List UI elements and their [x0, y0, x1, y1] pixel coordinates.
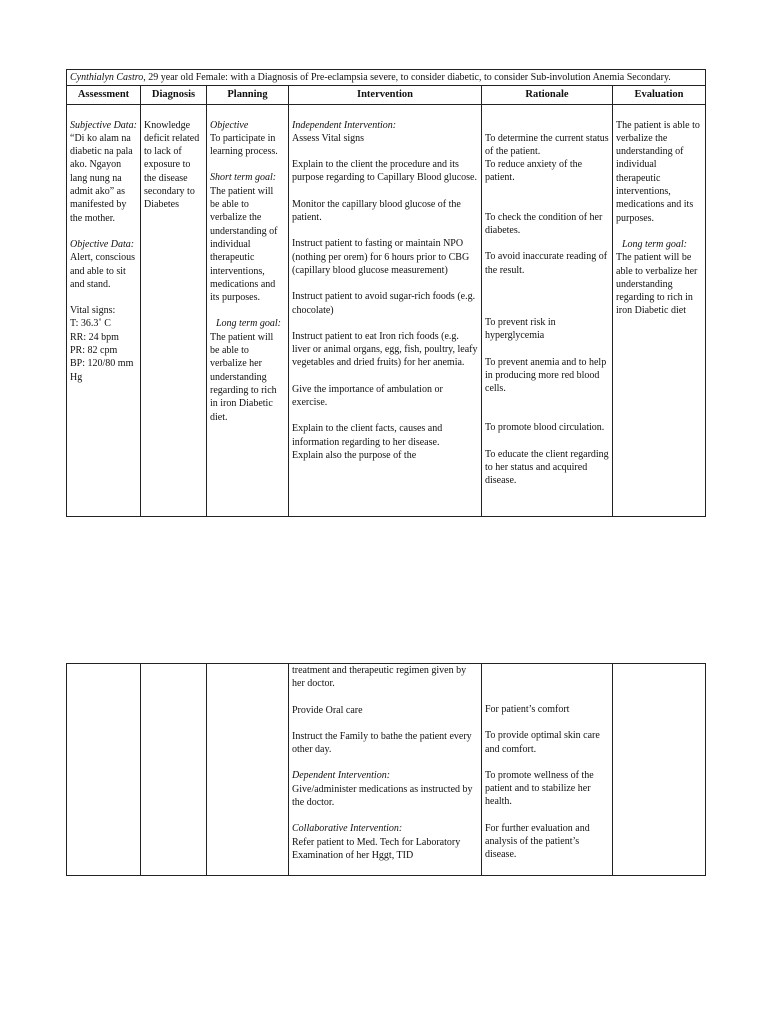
care-plan-continuation-row	[67, 664, 706, 876]
col-header-rationale: Rationale	[482, 86, 613, 104]
subjective-title: Subjective Data:	[70, 119, 137, 131]
evaluation-cell-cont	[613, 664, 706, 876]
dependent-intervention-1: Give/administer medications as instructed by the doctor.	[292, 783, 473, 809]
rationale-2: To check the condition of her diabetes.	[485, 211, 603, 237]
rationale-9: To provide optimal skin care and comfort.	[485, 730, 600, 755]
assessment-cell-cont	[67, 664, 141, 876]
rationale-3: To avoid inaccurate reading of the result.	[485, 251, 608, 276]
intervention-10: Instruct the Family to bathe the patient every other day.	[292, 730, 472, 756]
patient-name: Cynthialyn Castro	[70, 72, 144, 83]
evaluation-long-term-title: Long term goal:	[622, 238, 687, 250]
planning-cell	[207, 104, 289, 516]
patient-header-row	[67, 70, 706, 86]
intervention-9: Provide Oral care	[292, 704, 363, 716]
collaborative-intervention-1: Refer patient to Med. Tech for Laboratory Examination of her Hggt, TID	[292, 836, 461, 861]
intervention-2: Explain to the client the procedure and its purpose regarding to Capillary Blood glucose.	[292, 159, 477, 184]
evaluation-cell	[613, 104, 706, 516]
long-term-goal-title: Long term goal:	[216, 318, 281, 330]
diagnosis-cell-cont	[141, 664, 207, 876]
independent-intervention-title: Independent Intervention:	[292, 119, 397, 131]
patient-info: , 29 year old Female: with a Diagnosis of Pre-eclampsia severe, to consider diabetic, to consider Sub-involution Anemia Secondary.	[143, 72, 671, 83]
intervention-8c: treatment and therapeutic regimen given by her doctor.	[292, 665, 467, 690]
intervention-6: Instruct patient to eat Iron rich foods (e.g. liver or animal organs, egg, fish, poultry, leafy vegetables and dried fruits) for her anemia.	[292, 330, 478, 369]
assessment-cell	[67, 104, 141, 516]
col-header-diagnosis: Diagnosis	[141, 86, 207, 104]
col-header-intervention: Intervention	[289, 86, 482, 104]
rationale-cell-cont	[482, 664, 613, 876]
collaborative-intervention-title: Collaborative Intervention:	[292, 823, 403, 835]
rationale-4: To prevent risk in hyperglycemia	[485, 316, 556, 342]
long-term-goal-text: The patient will be able to verbalize her understanding regarding to rich in iron Diabetic diet.	[210, 331, 277, 423]
rationale-1a: To determine the current status of the patient.	[485, 132, 609, 157]
vital-rr: RR: 24 bpm	[70, 331, 119, 343]
objective-title: Objective Data:	[70, 238, 135, 250]
intervention-cell	[289, 104, 482, 516]
rationale-10: To promote wellness of the patient and to stabilize her health.	[485, 769, 594, 808]
intervention-8a: Explain to the client facts, causes and information regarding to her disease.	[292, 423, 443, 448]
evaluation-text-1: The patient is able to verbalize the understanding of individual therapeutic interventions, medications and its purposes.	[616, 119, 700, 224]
dependent-intervention-title: Dependent Intervention:	[292, 770, 391, 782]
col-header-evaluation: Evaluation	[613, 86, 706, 104]
rationale-6: To promote blood circulation.	[485, 422, 605, 434]
rationale-8: For patient’s comfort	[485, 704, 570, 715]
intervention-7: Give the importance of ambulation or exercise.	[292, 383, 443, 409]
vital-bp: BP: 120/80 mm Hg	[70, 358, 134, 383]
intervention-cell-cont	[289, 664, 482, 876]
rationale-7: To educate the client regarding to her status and acquired disease.	[485, 448, 609, 487]
col-header-planning: Planning	[207, 86, 289, 104]
diagnosis-text: Knowledge deficit related to lack of exposure to the disease secondary to Diabetes	[144, 119, 200, 211]
rationale-11: For further evaluation and analysis of the patient’s disease.	[485, 822, 590, 861]
col-header-assessment: Assessment	[67, 86, 141, 104]
short-term-goal-text: The patient will be able to verbalize the understanding of individual therapeutic interventions, medications and its purposes.	[210, 185, 278, 304]
intervention-5: Instruct patient to avoid sugar-rich foods (e.g. chocolate)	[292, 291, 476, 316]
column-header-row	[67, 86, 706, 104]
care-plan-body-row	[67, 104, 706, 516]
objective-text: Alert, conscious and able to sit and stand.	[70, 252, 135, 290]
care-plan-table-page-1	[66, 69, 706, 517]
short-term-goal-title: Short term goal:	[210, 172, 277, 184]
patient-header-cell	[67, 70, 706, 86]
rationale-1b: To reduce anxiety of the patient.	[485, 159, 583, 184]
intervention-3: Monitor the capillary blood glucose of the patient.	[292, 198, 461, 224]
vitals-title: Vital signs:	[70, 305, 116, 317]
planning-objective-title: Objective	[210, 119, 249, 131]
intervention-1: Assess Vital signs	[292, 132, 365, 144]
planning-objective-text: To participate in learning process.	[210, 132, 278, 158]
vital-temp: T: 36.3˚ C	[70, 318, 111, 330]
vital-pr: PR: 82 cpm	[70, 345, 118, 357]
intervention-8b: Explain also the purpose of the	[292, 449, 417, 461]
evaluation-text-2: The patient will be able to verbalize her understanding regarding to rich in iron Diabetic diet	[616, 252, 698, 317]
subjective-text: “Di ko alam na diabetic na pala ako. Ngayon lang nung na admit ako” as manifested by the mother.	[70, 132, 133, 224]
planning-cell-cont	[207, 664, 289, 876]
intervention-4: Instruct patient to fasting or maintain NPO (nothing per orem) for 6 hours prior to CBG (capillary blood glucose measurement)	[292, 238, 470, 276]
rationale-cell	[482, 104, 613, 516]
diagnosis-cell	[141, 104, 207, 516]
rationale-5: To prevent anemia and to help in producing more red blood cells.	[485, 356, 607, 395]
care-plan-table-page-2	[66, 663, 706, 876]
